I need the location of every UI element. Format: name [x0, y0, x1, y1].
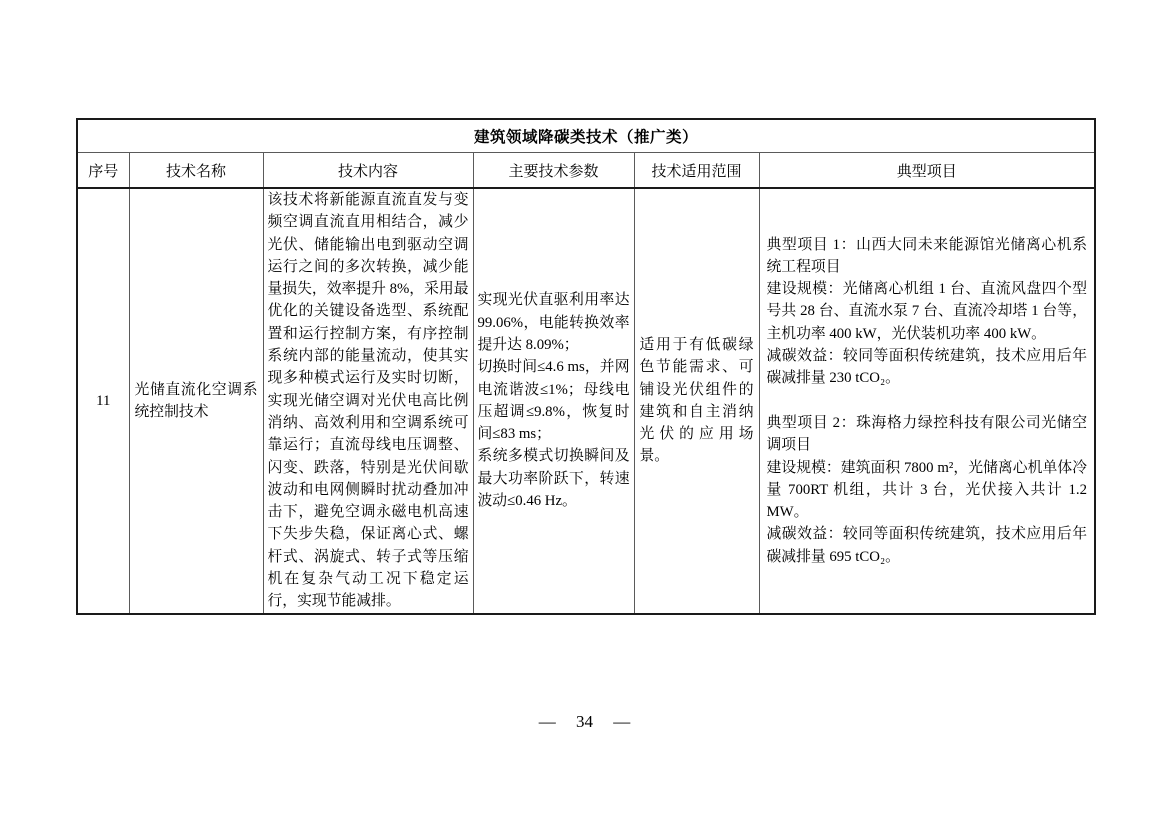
project-paragraph-spacer — [767, 390, 1088, 412]
project-paragraph: 减碳效益：较同等面积传统建筑，技术应用后年碳减排量 230 tCO₂。 — [766, 348, 1088, 387]
typical-projects — [759, 188, 1095, 614]
table-title: 建筑领域降碳类技术（推广类） — [77, 119, 1095, 153]
table-title-row — [77, 119, 1095, 153]
row-index: 11 — [77, 188, 129, 614]
param-paragraph: 实现光伏直驱利用率达99.06%，电能转换效率提升达 8.09%； — [477, 292, 630, 353]
tech-table — [76, 118, 1096, 615]
header-tech-name: 技术名称 — [129, 153, 263, 189]
tech-scope: 适用于有低碳绿色节能需求、可铺设光伏组件的建筑和自主消纳光伏的应用场景。 — [634, 188, 759, 614]
page-number: — 34 — — [538, 712, 631, 731]
header-tech-content: 技术内容 — [263, 153, 473, 189]
project-paragraph: 建设规模：光储离心机组 1 台、直流风盘四个型号共 28 台、直流水泵 7 台、直流冷却塔 1 台等，主机功率 400 kW，光伏装机功率 400 kW。 — [766, 281, 1088, 342]
header-projects: 典型项目 — [759, 153, 1095, 189]
param-paragraph: 系统多模式切换瞬间及最大功率阶跃下，转速波动≤0.46 Hz。 — [477, 448, 630, 509]
header-scope: 技术适用范围 — [634, 153, 759, 189]
project-paragraph: 减碳效益：较同等面积传统建筑，技术应用后年碳减排量 695 tCO₂。 — [766, 526, 1088, 565]
project-paragraph: 典型项目 1：山西大同未来能源馆光储离心机系统工程项目 — [766, 236, 1088, 275]
param-paragraph: 切换时间≤4.6 ms，并网电流谐波≤1%；母线电压超调≤9.8%，恢复时间≤83 ms； — [477, 359, 630, 443]
project-paragraph: 典型项目 2：珠海格力绿控科技有限公司光储空调项目 — [766, 414, 1088, 454]
tech-name: 光储直流化空调系统控制技术 — [129, 188, 263, 614]
header-tech-params: 主要技术参数 — [473, 153, 634, 189]
tech-params — [473, 188, 634, 614]
project-paragraph: 建设规模：建筑面积 7800 m²，光储离心机单体冷量 700RT 机组，共计 3 台，光伏接入共计 1.2 MW。 — [766, 459, 1088, 521]
header-index: 序号 — [77, 153, 129, 189]
table-row — [77, 188, 1095, 614]
tech-content: 该技术将新能源直流直发与变频空调直流直用相结合，减少光伏、储能输出电到驱动空调运行之间的多次转换，减少能量损失，效率提升 8%，采用最优化的关键设备选型、系统配置和运行控制方案，有序控制系统内部的能量流动，使其实现多种模式运行及实时切断，实现光储空调对光伏电高比例消纳、高效利用和空调系统可靠运行；直流母线电压调整、闪变、跌落，特别是光伏间歇波动和电网侧瞬时扰动叠加冲击下，避免空调永磁电机高速下失步失稳，保证离心式、螺杆式、涡旋式、转子式等压缩机在复杂气动工况下稳定运行，实现节能减排。 — [263, 188, 473, 614]
table-header-row — [77, 153, 1095, 189]
